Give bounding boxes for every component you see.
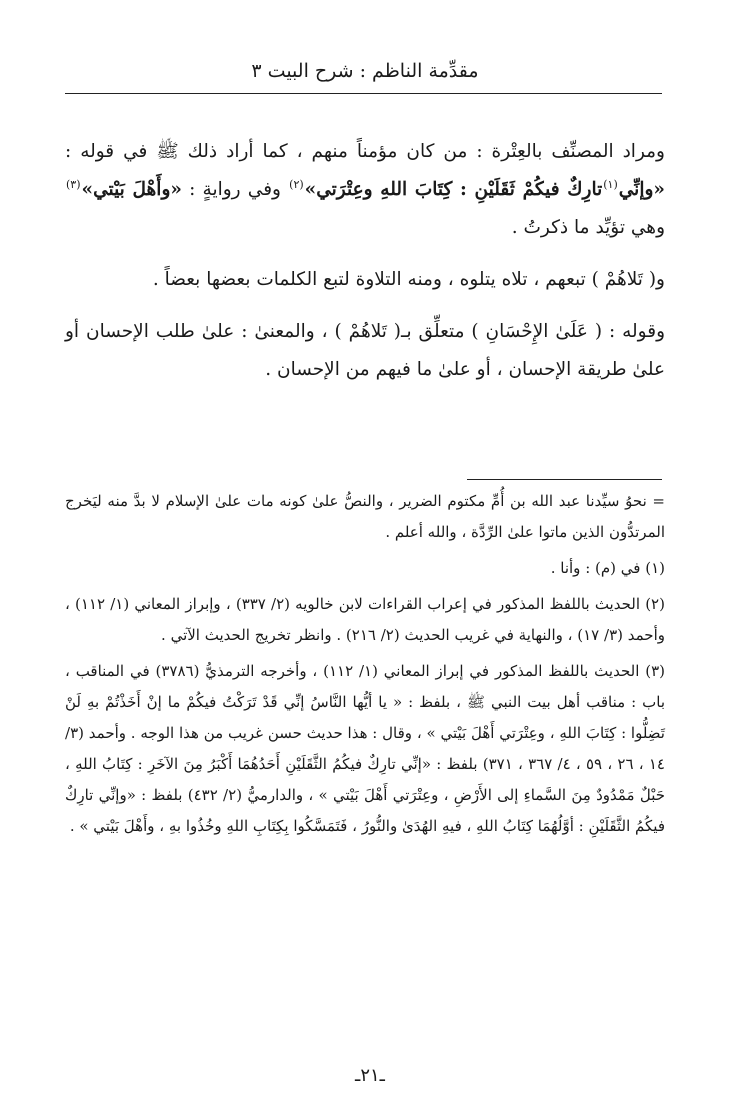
paragraph-1 — [65, 133, 665, 247]
footnotes — [65, 486, 665, 847]
footnote-1: (١) في (م) : وأنا . — [550, 559, 665, 577]
page-number: ـ٢١ـ — [355, 1065, 385, 1086]
paragraph-2: و( تَلاهُمْ ) تبعهم ، تلاه يتلوه ، ومنه التلاوة لتبع الكلمات بعضها بعضاً . — [152, 269, 665, 290]
main-text — [65, 133, 665, 399]
paragraph-3: وقوله : ( عَلَىٰ الإِحْسَانِ ) متعلِّق بـ( تَلاهُمْ ) ، والمعنىٰ : علىٰ طلب الإحسان أو علىٰ طريقة الإحسان ، أو علىٰ ما فيهم من الإحسان . — [65, 321, 665, 380]
hadith-quote-body: تارِكٌ فيكُمْ ثَقَلَيْنِ : كِتَابَ اللهِ وعِتْرَتي» — [304, 179, 603, 200]
footnote-ref-1[interactable]: (١) — [603, 177, 618, 191]
hadith-quote-2: «وأَهْلَ بَيْتي» — [81, 179, 182, 200]
footnote-ref-3[interactable]: (٣) — [66, 177, 81, 191]
footnote-rule — [467, 479, 662, 480]
footnote-continuation: = نحوُ سيِّدنا عبد الله بن أُمِّ مكتوم الضرير ، والنصُّ علىٰ كونه مات علىٰ الإسلام لا بدَّ منه ليَخرج المرتدُّون الذين ماتوا علىٰ الرِّدَّة ، والله أعلم . — [65, 492, 665, 541]
footnote-ref-2[interactable]: (٢) — [289, 177, 304, 191]
footnote-3: (٣) الحديث باللفظ المذكور في إبراز المعاني (١/ ١١٢) ، وأخرجه الترمذيُّ (٣٧٨٦) في المناقب ، باب : مناقب أهل بيت النبي ﷺ ، بلفظ : « يا أيُّها النَّاسُ إنِّي قَدْ تَرَكْتُ فيكُمْ ما إنْ أَخَذْتُمْ بهِ لَنْ تَضِلُّوا : كِتَابَ اللهِ ، وعِتْرَتي أَهْلَ بَيْتي » ، وقال : هذا حديث حسن غريب من هذا الوجه . وأحمد (٣/ ١٤ ، ٢٦ ، ٥٩ ، ٤/ ٣٦٧ ، ٣٧١) بلفظ : «إنِّي تارِكٌ فيكُمُ الثَّقَلَيْنِ أَحَدُهُمَا أَكْبَرُ مِنَ الآخَرِ : كِتَابُ اللهِ ، حَبْلٌ مَمْدُودٌ مِنَ السَّماءِ إلى الأَرْضِ ، وعِتْرَتي أَهْلَ بَيْتي » ، والدارميُّ (٢/ ٤٣٢) بلفظ : «وإنِّي تارِكٌ فيكُمُ الثَّقَلَيْنِ : أوَّلُهُمَا كِتَابُ اللهِ ، فيهِ الهُدَىٰ والنُّورُ ، فَتَمَسَّكُوا بِكِتَابِ اللهِ وخُذُوا بهِ ، وأَهْلَ بَيْتي » . — [65, 662, 666, 835]
hadith-quote-open: «وإنِّي — [618, 179, 665, 200]
running-header: مقدِّمة الناظم : شرح البيت ٣ — [251, 60, 479, 82]
header-rule — [65, 93, 662, 94]
footnote-2: (٢) الحديث باللفظ المذكور في إعراب القراءات لابن خالويه (٢/ ٣٣٧) ، وإبراز المعاني (١/ ١١٢) ، وأحمد (٣/ ١٧) ، والنهاية في غريب الحديث (٢/ ٢١٦) . وانظر تخريج الحديث الآتي . — [65, 595, 665, 644]
paragraph-1-mid: وفي روايةٍ : — [189, 179, 281, 200]
paragraph-1-end: وهي تؤيِّد ما ذكرتُ . — [511, 217, 665, 238]
paragraph-1-intro: ومراد المصنِّف بالعِتْرة : من كان مؤمناً منهم ، كما أراد ذلك ﷺ في قوله : — [65, 141, 665, 162]
